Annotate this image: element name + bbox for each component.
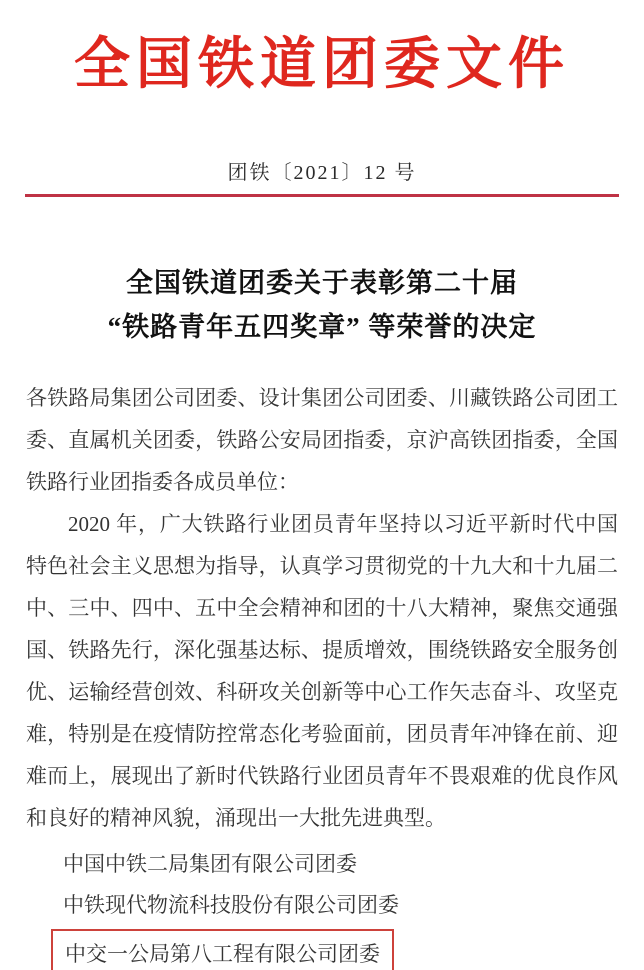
org-name: 中国中铁二局集团有限公司团委 [63,852,357,876]
org-list-item [51,844,618,885]
document-number: 团铁〔2021〕12 号 [227,162,417,184]
awarded-organizations-list [51,844,618,970]
document-body [26,377,618,839]
letterhead-title: 全国铁道团委文件 [74,34,570,96]
award-highlight-box: 中交一公局第八工程有限公司团委 [51,929,394,970]
red-separator-line [25,194,619,197]
org-name: 中铁现代物流科技股份有限公司团委 [63,893,399,917]
body-paragraph: 2020 年，广大铁路行业团员青年坚持以习近平新时代中国特色社会主义思想为指导，认真学习贯彻党的十九大和十九届二中、三中、四中、五中全会精神和团的十八大精神，聚焦交通强国、铁路先行，深化强基达标、提质增效，围绕铁路安全服务创优、运输经营创效、科研攻关创新等中心工作矢志奋斗、攻坚克难，特别是在疫情防控常态化考验面前，团员青年冲锋在前、迎难而上，展现出了新时代铁路行业团员青年不畏艰难的优良作风和良好的精神风貌，涌现出一大批先进典型。 [26,512,618,830]
decision-title-line2: “铁路青年五四奖章” 等荣誉的决定 [107,312,537,342]
org-list-item [51,885,618,926]
decision-title-line1: 全国铁道团委关于表彰第二十届 [126,268,518,298]
decision-title [0,261,644,349]
salutation: 各铁路局集团公司团委、设计集团公司团委、川藏铁路公司团工委、直属机关团委，铁路公安局团指委，京沪高铁团指委，全国铁路行业团指委各成员单位： [26,386,618,494]
org-list-item-highlighted [51,926,618,970]
